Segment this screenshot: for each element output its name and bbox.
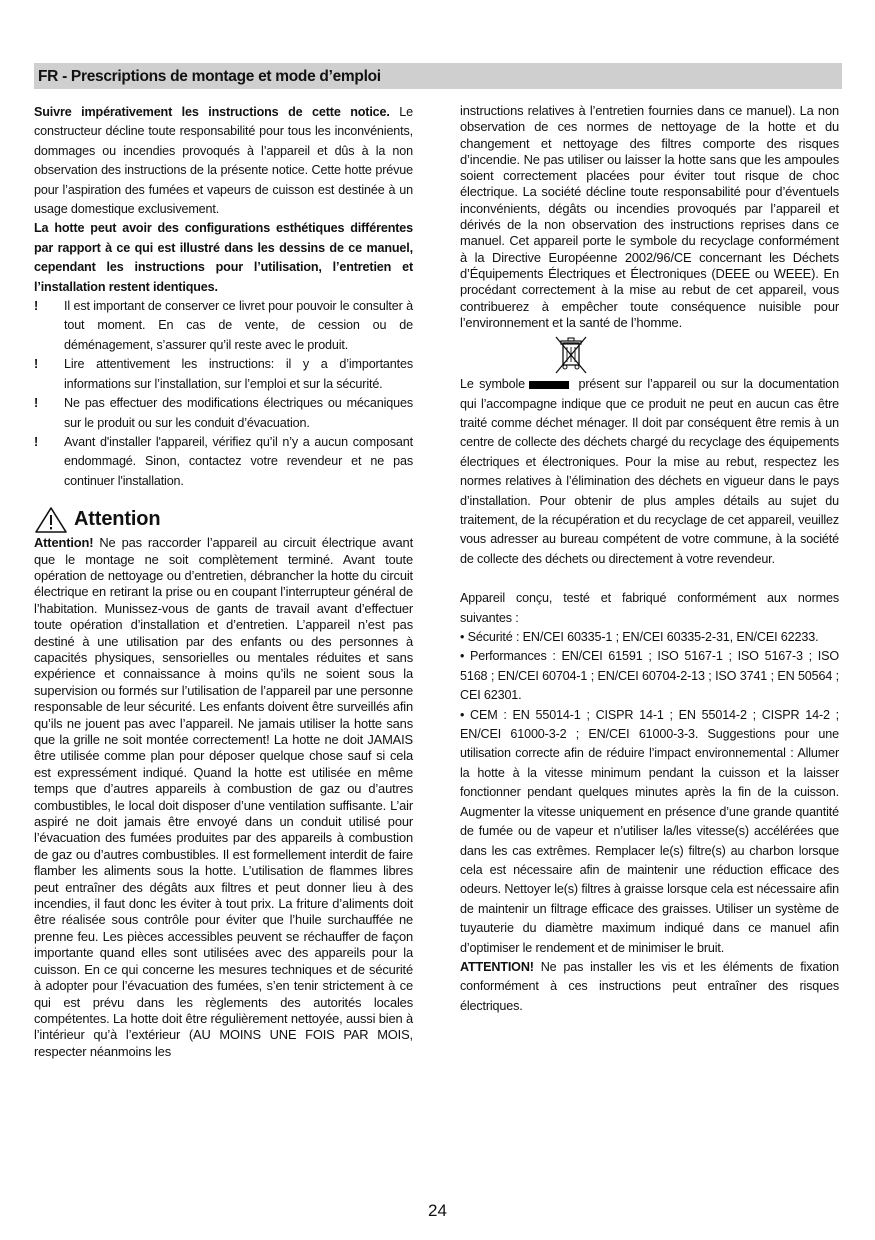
intro-bold: Suivre impérativement les instructions de cette notice. [34, 105, 390, 119]
attention-paragraph [34, 535, 413, 1060]
warning-text: Ne pas installer les vis et les éléments de fixation conformément à ces instructions peut entraîner des risques électriques. [460, 959, 839, 1013]
bullet-text: Lire attentivement les instructions: il y a d’importantes informations sur l’installation, sur l’emploi et sur la sécurité. [64, 357, 413, 391]
norm-performance: • Performances : EN/CEI 61591 ; ISO 5167-1 ; ISO 5167-3 ; ISO 5168 ; EN/CEI 60704-1 ; EN/CEI 60704-2-13 ; ISO 3741 ; EN 50564 ; CEI 62301. [460, 649, 839, 703]
continuation-paragraph: instructions relatives à l’entretien fournies dans ce manuel). La non observation de ces normes de nettoyage de la hotte et du changement et nettoyage des filtres comporte des risques d’incendie. Ne pas utiliser ou laisser la hotte sans que les ampoules soient correctement placées pour éviter tout risque de choc électrique. La société décline toute responsabilité pour d’éventuels inconvénients, dégâts ou incendies provoqués par l’appareil et dérivés de la non observation des instructions reprises dans ce manuel. Cet appareil porte le symbole du recyclage conformément à la Directive Européenne 2002/96/CE concernant les Déchets d’Équipements Électriques et Électroniques (DEEE ou WEEE). En procédant correctement à la mise au rebut de cet appareil, vous contribuerez à empêcher toute conséquence nuisible pour l’environnement et la santé de l’homme. [460, 103, 839, 330]
bullet-item [34, 394, 413, 433]
intro-text: Le constructeur décline toute responsabilité pour tous les inconvénients, dommages ou incendies provoqués à l’appareil et dûs à la non observation des instructions de la présente notice. Cette hotte prévue pour l’aspiration des fumées et vapeurs de cuisson est destinée à un usage domestique exclusivement. [34, 105, 413, 217]
attention-title: Attention [74, 508, 161, 531]
norm-cem: • CEM : EN 55014-1 ; CISPR 14-1 ; EN 55014-2 ; CISPR 14-2 ; EN/CEI 61000-3-2 ; EN/CEI 61000-3-3. Suggestions pour une utilisation correcte afin de réduire l’impact environnemental : Allumer la hotte à la vitesse minimum pendant la cuisson et la laisser fonctionner pendant quelques minutes après la fin de la cuisson. Augmenter la vitesse uniquement en présence d’une grande quantité de fumée ou de vapeur et n’utiliser la/les vitesse(s) accélérées que dans les cas extrêmes. Remplacer le(s) filtre(s) au charbon lorsque cela est nécessaire afin de maintenir une réduction efficace des odeurs. Nettoyer le(s) filtres à graisse lorsque cela est nécessaire afin de maintenir un filtrage efficace des graisses. Utiliser un système de tuyauterie du diamètre maximum indiqué dans ce manuel afin d’optimiser le rendement et de minimiser le bruit. [460, 707, 839, 955]
exclamation-bullet: ! [34, 396, 39, 411]
bullet-text: Il est important de conserver ce livret pour pouvoir le consulter à tout moment. En cas de vente, de cession ou de déménagement, s’assurer qu’il reste avec le produit. [64, 299, 413, 352]
crossed-bin-icon [554, 335, 839, 375]
intro-paragraph [34, 103, 413, 219]
spacer [460, 569, 839, 589]
norm-safety: • Sécurité : EN/CEI 60335-1 ; EN/CEI 60335-2-31, EN/CEI 62233. [460, 630, 819, 645]
norms-intro: Appareil conçu, testé et fabriqué conformément aux normes suivantes : [460, 591, 839, 625]
attention-bold: Attention! [34, 535, 94, 551]
electrical-warning [460, 958, 839, 1016]
bullet-item [34, 355, 413, 394]
section-title: FR - Prescriptions de montage et mode d’emploi [38, 68, 381, 85]
symbol-text: présent sur l’appareil ou sur la documentation qui l’accompagne indique que ce produit ne peut en aucun cas être traité comme déchet ménager. Il doit par conséquent être remis à un centre de collecte des déchets chargé du recyclage des équipements électriques et électroniques. Pour la mise au rebut, respectez les normes relatives à l’élimination des déchets en vigueur dans le pays d’installation. Pour obtenir de plus amples détails au sujet du traitement, de la récupération et du recyclage de cet appareil, veuillez vous adresser au bureau compétent de votre commune, à la société de collecte des déchets ou directement à votre revendeur. [460, 377, 839, 566]
config-note: La hotte peut avoir des configurations esthétiques différentes par rapport à ce qui est illustré dans les dessins de ce manuel, cependant les instructions pour l’utilisation, l’entretien et l’installation restent identiques. [34, 221, 413, 294]
weee-bar-symbol [529, 381, 569, 389]
exclamation-bullet: ! [34, 357, 39, 372]
symbol-paragraph [460, 375, 839, 569]
warning-bold: ATTENTION! [460, 959, 534, 974]
section-header-bar [34, 63, 842, 89]
exclamation-bullet: ! [34, 434, 39, 449]
bullet-text: Avant d'installer l'appareil, vérifiez qu’il n’y a aucun composant endommagé. Sinon, contactez votre revendeur et ne pas continuer l'installation. [64, 434, 413, 488]
left-column [34, 103, 413, 1060]
page-number: 24 [428, 1201, 447, 1220]
bullet-text: Ne pas effectuer des modifications électriques ou mécaniques sur le produit ou sur les conduit d’évacuation. [64, 396, 413, 430]
attention-heading [34, 505, 413, 535]
warning-triangle-icon [34, 506, 68, 534]
attention-text: Ne pas raccorder l’appareil au circuit électrique avant que le montage ne soit complètement terminé. Avant toute opération de nettoyage ou d’entretien, débrancher la hotte du circuit électrique en retirant la prise ou en coupant l’interrupteur général de l’habitation. Munissez-vous de gants de travail avant d’effectuer toute opération d’installation et d’entretien. L’appareil n’est pas destiné à une utilisation par des enfants ou des personnes à capacités physiques, sensorielles ou mentales réduites et sans expérience et connaissance à moins qu’ils ne soient sous la supervision ou formés sur l’utilisation de l’appareil par une personne responsable de leur sécurité. Les enfants doivent être surveillés afin qu’ils ne jouent pas avec l’appareil. Ne jamais utiliser la hotte sans que la grille ne soit montée correctement! La hotte ne doit JAMAIS être utilisée comme plan pour déposer quelque chose sauf si cela est expressément indiqué. Quand la hotte est utilisée en même temps que d’autres appareils à combustion de gaz ou d’autres combustibles, le local doit disposer d’une ventilation suffisante. L’air aspiré ne doit jamais être envoyé dans un conduit utilisé pour l’évacuation des fumées produites par des appareils à combustion de gaz ou d’autres combustibles. Il est formellement interdit de faire flamber les aliments sous la hotte. L’utilisation de flammes libres peut entraîner des dégâts aux filtres et peut donner lieu à des incendies, il faut donc les éviter à tout prix. La friture d’aliments doit être réalisée sous contrôle pour éviter que l’huile surchauffée ne prenne feu. Les pièces accessibles peuvent se réchauffer de façon importante quand elles sont utilisées avec des appareils pour la cuisson. En ce qui concerne les mesures techniques et de sécurité à adopter pour l’évacuation des fumées, s’en tenir strictement à ce qui est prévu dans les règlements des autorités locales compétentes. La hotte doit être régulièrement nettoyée, aussi bien à l’intérieur qu’à l’extérieur (AU MOINS UNE FOIS PAR MOIS, respecter néanmoins les [34, 535, 413, 1059]
symbol-label: Le symbole [460, 377, 526, 392]
bullet-item [34, 433, 413, 491]
exclamation-bullet: ! [34, 299, 39, 314]
bullet-item [34, 297, 413, 355]
right-column [460, 103, 839, 1016]
